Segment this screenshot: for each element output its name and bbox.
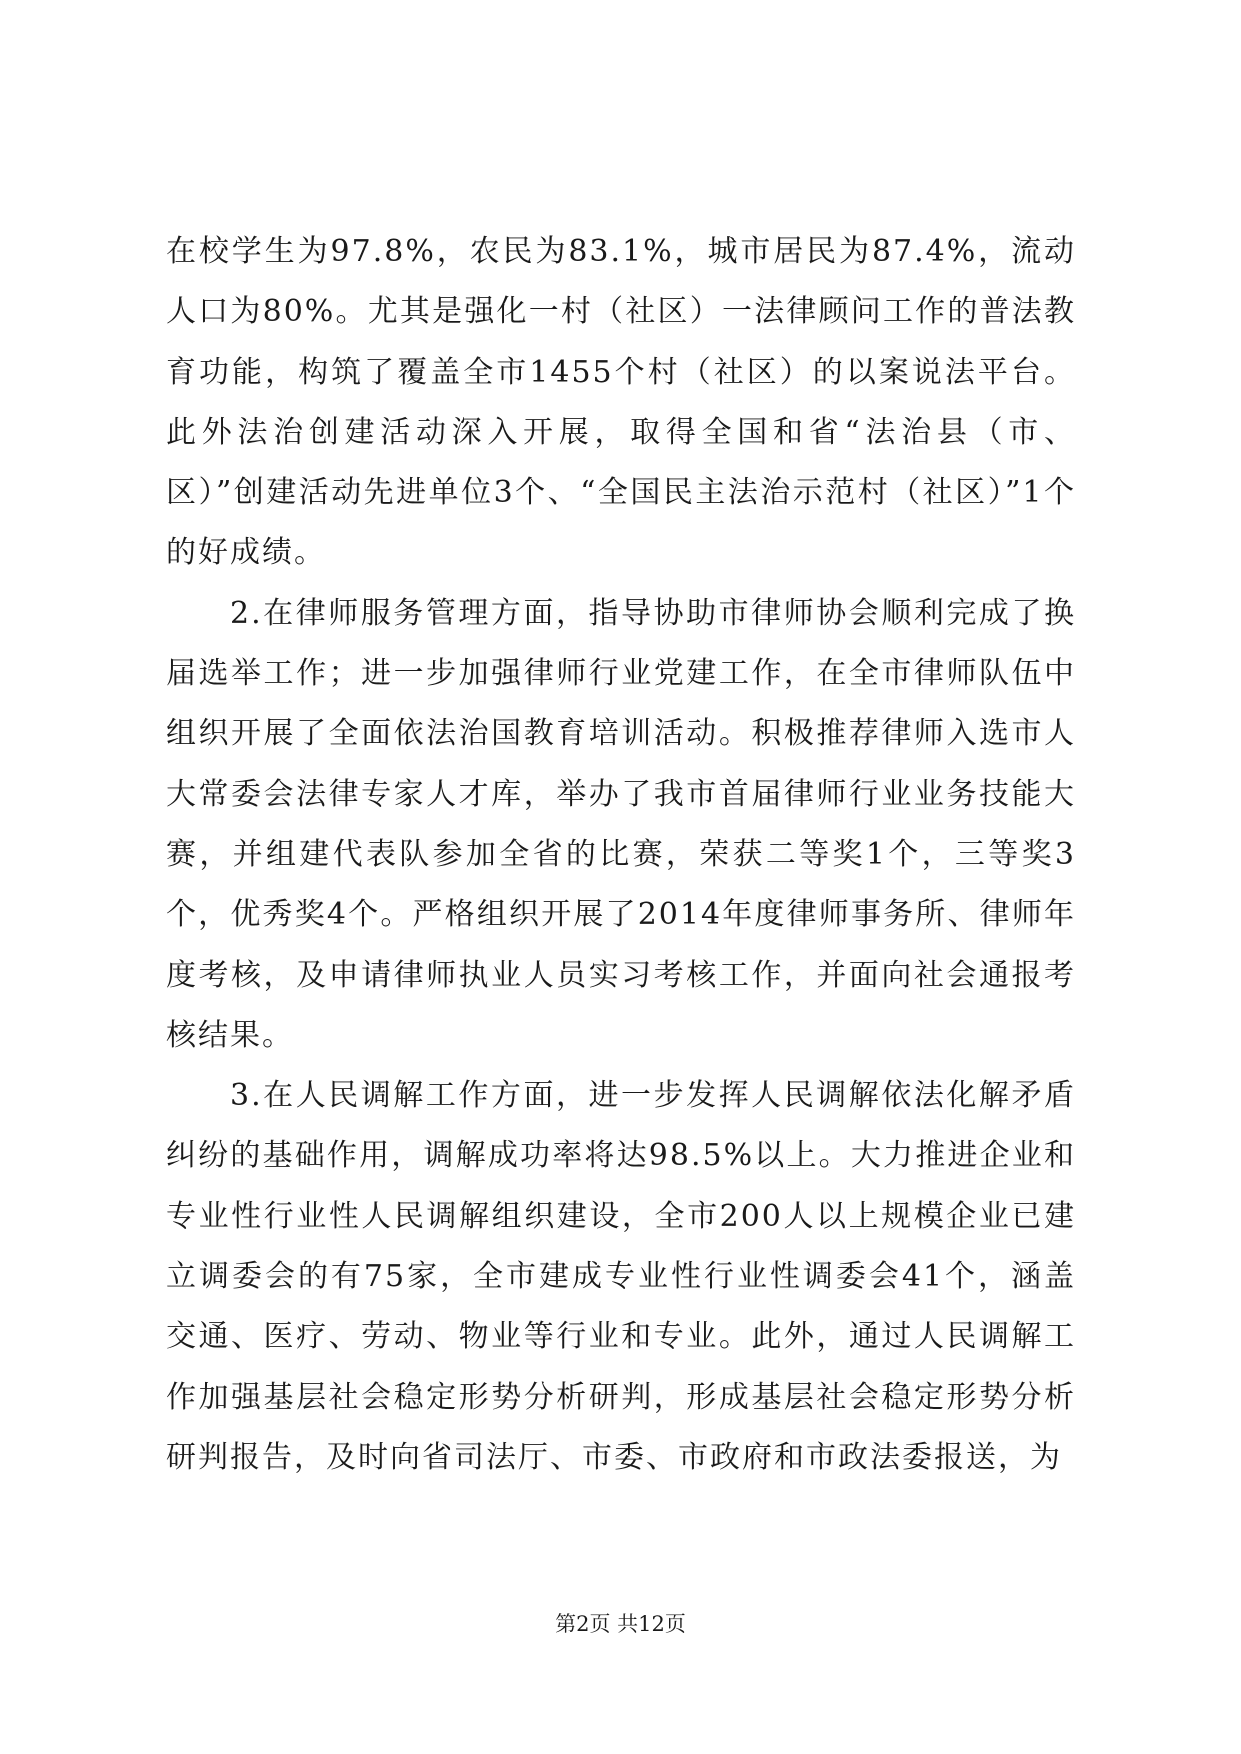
paragraph-1: 在校学生为97.8%，农民为83.1%，城市居民为87.4%，流动人口为80%。尤其是强化一村（社区）一法律顾问工作的普法教育功能，构筑了覆盖全市1455个村（社区）的以案说法平台。此外法治创建活动深入开展，取得全国和省“法治县（市、区）”创建活动先进单位3个、“全国民主法治示范村（社区）”1个的好成绩。: [166, 234, 1076, 571]
body-text: [166, 222, 1076, 1488]
page-number-footer: 第2页 共12页: [555, 1612, 686, 1636]
paragraph-3: 3.在人民调解工作方面，进一步发挥人民调解依法化解矛盾纠纷的基础作用，调解成功率将达98.5%以上。大力推进企业和专业性行业性人民调解组织建设，全市200人以上规模企业已建立调委会的有75家，全市建成专业性行业性调委会41个，涵盖交通、医疗、劳动、物业等行业和专业。此外，通过人民调解工作加强基层社会稳定形势分析研判，形成基层社会稳定形势分析研判报告，及时向省司法厅、市委、市政府和市政法委报送，为: [166, 1078, 1076, 1475]
paragraph-2: 2.在律师服务管理方面，指导协助市律师协会顺利完成了换届选举工作；进一步加强律师行业党建工作，在全市律师队伍中组织开展了全面依法治国教育培训活动。积极推荐律师入选市人大常委会法律专家人才库，举办了我市首届律师行业业务技能大赛，并组建代表队参加全省的比赛，荣获二等奖1个，三等奖3个，优秀奖4个。严格组织开展了2014年度律师事务所、律师年度考核，及申请律师执业人员实习考核工作，并面向社会通报考核结果。: [166, 595, 1076, 1053]
